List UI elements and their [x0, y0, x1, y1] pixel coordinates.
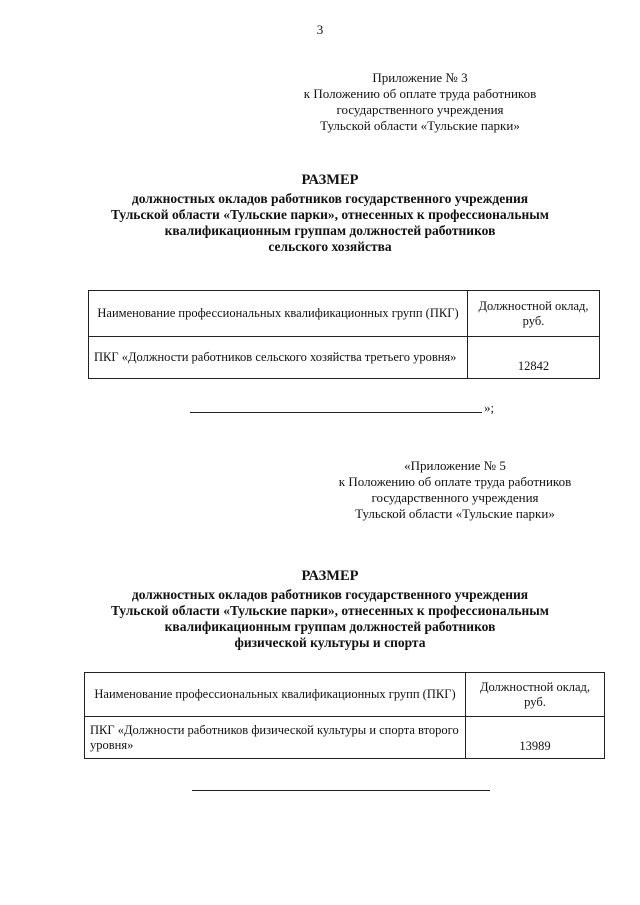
column-header-group: Наименование профессиональных квалификационных групп (ПКГ) — [89, 291, 468, 337]
section-2-subtitle-line: должностных окладов работников государственного учреждения — [131, 587, 529, 602]
section-1-subtitle-line: сельского хозяйства — [268, 239, 392, 254]
section-1-salary-table — [88, 290, 600, 379]
row-salary-value: 13989 — [466, 717, 605, 759]
section-1-subtitle-line: Тульской области «Тульские парки», отнесенных к профессиональным — [110, 207, 550, 222]
section-2-title: РАЗМЕР — [301, 568, 359, 584]
appendix-3-line: государственного учреждения — [336, 102, 504, 117]
appendix-3-line: Приложение № 3 — [372, 70, 468, 85]
row-group-name: ПКГ «Должности работников физической культуры и спорта второго уровня» — [85, 717, 466, 759]
column-header-salary: Должностной оклад, руб. — [466, 673, 605, 717]
row-salary-value: 12842 — [468, 337, 600, 379]
appendix-5-line: к Положению об оплате труда работников — [338, 474, 572, 489]
table-row — [89, 337, 600, 379]
column-header-salary: Должностной оклад, руб. — [468, 291, 600, 337]
closing-underline — [192, 790, 490, 791]
section-1-heading — [40, 172, 620, 255]
row-group-name: ПКГ «Должности работников сельского хозяйства третьего уровня» — [89, 337, 468, 379]
appendix-3-line: Тульской области «Тульские парки» — [320, 118, 520, 133]
section-1-subtitle-line: квалификационным группам должностей работников — [164, 223, 496, 238]
appendix-3-reference — [270, 70, 570, 134]
section-2-heading — [40, 568, 620, 651]
section-2-subtitle-line: физической культуры и спорта — [234, 635, 426, 650]
appendix-5-line: Тульской области «Тульские парки» — [355, 506, 555, 521]
closing-underline — [190, 412, 482, 413]
section-2-subtitle-line: Тульской области «Тульские парки», отнесенных к профессиональным — [110, 603, 550, 618]
section-1-title: РАЗМЕР — [301, 172, 359, 188]
appendix-3-line: к Положению об оплате труда работников — [303, 86, 537, 101]
table-header-row — [89, 291, 600, 337]
section-1-subtitle-line: должностных окладов работников государственного учреждения — [131, 191, 529, 206]
table-row — [85, 717, 605, 759]
table-header-row — [85, 673, 605, 717]
column-header-group: Наименование профессиональных квалификационных групп (ПКГ) — [85, 673, 466, 717]
section-2-subtitle-line: квалификационным группам должностей работников — [164, 619, 496, 634]
appendix-5-line: государственного учреждения — [371, 490, 539, 505]
section-2-salary-table — [84, 672, 605, 759]
page-number: 3 — [316, 22, 324, 37]
appendix-5-reference — [305, 458, 605, 522]
appendix-5-line: «Приложение № 5 — [404, 458, 506, 473]
closing-quote-mark: »; — [484, 400, 495, 415]
